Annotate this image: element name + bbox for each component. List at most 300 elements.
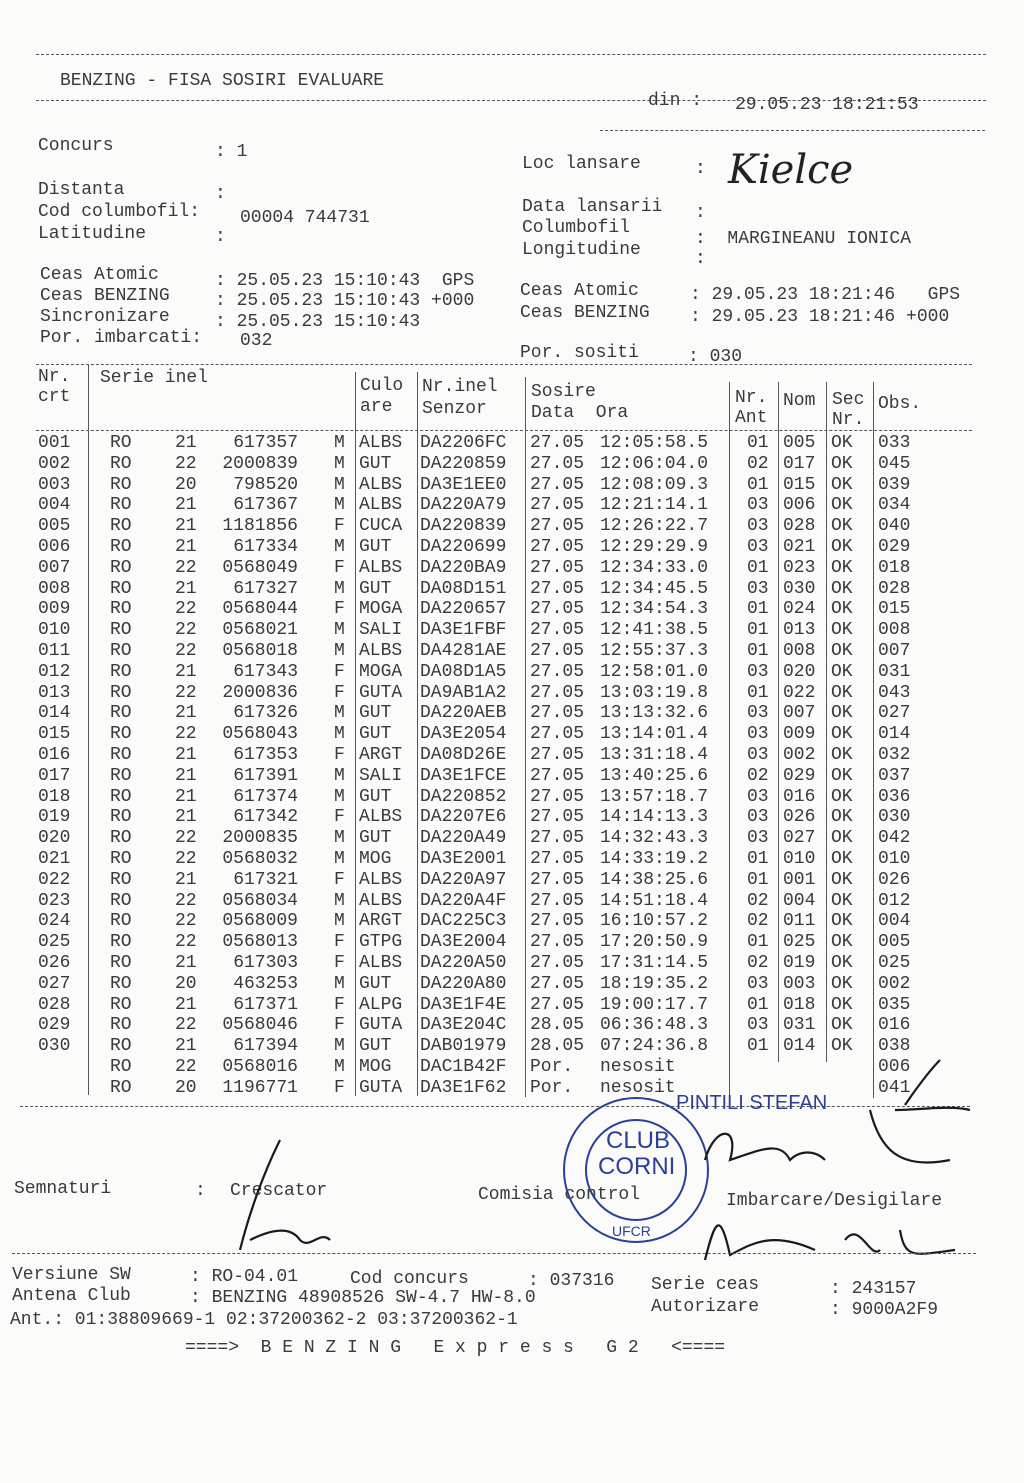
antenna-cell: 01 — [747, 599, 769, 620]
antenna-cell: 01 — [747, 869, 769, 890]
sec-nr-cell: OK — [831, 433, 853, 453]
nom-cell: 020 — [783, 661, 816, 682]
arrival-date-cell: 27.05 — [530, 724, 585, 745]
ring-number-cell: 617327 — [233, 578, 298, 599]
country-cell: RO — [110, 557, 132, 578]
header-sec-nr: Nr. — [832, 410, 865, 430]
versiune-sw-value: : RO-04.01 — [190, 1267, 299, 1287]
sensor-ring-cell: DA08D26E — [420, 745, 507, 765]
table-row — [0, 933, 1024, 954]
nom-cell: 017 — [783, 453, 816, 474]
color-cell: ARGT — [359, 911, 403, 932]
sec-nr-cell: OK — [831, 620, 853, 641]
country-cell: RO — [110, 703, 132, 724]
sex-cell: M — [334, 911, 345, 932]
ring-number-cell: 2000835 — [222, 828, 298, 849]
antenna-cell: 03 — [747, 1015, 769, 1036]
ceas-atomic-value: : 25.05.23 15:10:43 GPS — [215, 271, 475, 291]
country-cell: RO — [110, 994, 132, 1015]
color-cell: MOG — [359, 1057, 392, 1077]
nom-cell: 001 — [783, 869, 816, 890]
nom-cell: 028 — [783, 516, 816, 537]
country-cell: RO — [110, 807, 132, 828]
data-lansarii-label: Data lansarii — [522, 197, 663, 217]
year-cell: 21 — [175, 994, 197, 1015]
obs-cell: 039 — [878, 474, 911, 495]
sensor-ring-cell: DA220859 — [420, 453, 507, 474]
ring-number-cell: 617374 — [233, 786, 298, 807]
color-cell: GUT — [359, 724, 392, 745]
arrival-date-cell: 27.05 — [530, 433, 585, 453]
arrival-date-cell: 27.05 — [530, 453, 585, 474]
sec-nr-cell: OK — [831, 557, 853, 578]
sensor-ring-cell: DAB01979 — [420, 1036, 507, 1057]
color-cell: ALBS — [359, 869, 403, 890]
sex-cell: F — [334, 516, 345, 537]
arrival-time-cell: 19:00:17.7 — [600, 994, 709, 1015]
autorizare-value: : 9000A2F9 — [830, 1300, 939, 1320]
arrival-time-cell: 12:06:04.0 — [600, 453, 709, 474]
sec-nr-cell: OK — [831, 516, 853, 537]
color-cell: ALBS — [359, 890, 403, 911]
nom-cell: 021 — [783, 537, 816, 557]
year-cell: 21 — [175, 578, 197, 599]
antenna-cell: 03 — [747, 828, 769, 849]
color-cell: GUT — [359, 1036, 392, 1057]
arrival-time-cell: 12:34:54.3 — [600, 599, 709, 620]
sensor-ring-cell: DA2207E6 — [420, 807, 507, 828]
nom-cell: 002 — [783, 745, 816, 765]
sex-cell: F — [334, 932, 345, 953]
country-cell: RO — [110, 1036, 132, 1057]
ring-number-cell: 0568046 — [222, 1015, 298, 1036]
arrival-date-cell: 28.05 — [530, 1036, 585, 1057]
color-cell: GUT — [359, 537, 392, 557]
sensor-ring-cell: DA220A4F — [420, 890, 507, 911]
ring-number-cell: 0568013 — [222, 932, 298, 953]
sensor-ring-cell: DA3E204C — [420, 1015, 507, 1036]
antenna-line: Ant.: 01:38809669-1 02:37200362-2 03:37200362-1 — [10, 1310, 518, 1330]
nr-crt-cell: 006 — [38, 537, 71, 557]
por-sositi-label: Por. sositi — [520, 343, 639, 363]
sex-cell: M — [334, 765, 345, 786]
nom-cell: 008 — [783, 641, 816, 661]
color-cell: ALBS — [359, 807, 403, 828]
cod-concurs-value: : 037316 — [528, 1271, 615, 1291]
sec-nr-cell: OK — [831, 765, 853, 786]
color-cell: GUT — [359, 453, 392, 474]
nr-crt-cell: 009 — [38, 599, 71, 620]
color-cell: ALBS — [359, 495, 403, 516]
pintili-stamp-name: PINTILI STEFAN — [676, 1092, 828, 1114]
nom-cell: 024 — [783, 599, 816, 620]
country-cell: RO — [110, 973, 132, 994]
antenna-cell: 03 — [747, 745, 769, 765]
obs-cell: 015 — [878, 599, 911, 620]
arrival-date-cell: 27.05 — [530, 932, 585, 953]
table-row — [0, 600, 1024, 621]
arrival-time-cell: 12:55:37.3 — [600, 641, 709, 661]
por-imbarcati-value: 032 — [240, 331, 273, 351]
cod-columbofil-value: 00004 744731 — [240, 208, 370, 228]
nom-cell: 018 — [783, 994, 816, 1015]
ring-number-cell: 617353 — [233, 745, 298, 765]
antenna-cell: 03 — [747, 516, 769, 537]
arrival-date-cell: 27.05 — [530, 953, 585, 973]
obs-cell: 018 — [878, 557, 911, 578]
nom-cell: 015 — [783, 474, 816, 495]
sensor-ring-cell: DA3E2054 — [420, 724, 507, 745]
table-row — [0, 767, 1024, 788]
arrival-date-cell: 27.05 — [530, 786, 585, 807]
table-row — [0, 455, 1024, 476]
color-cell: ALBS — [359, 474, 403, 495]
sec-nr-cell: OK — [831, 599, 853, 620]
ring-number-cell: 0568009 — [222, 911, 298, 932]
obs-cell: 027 — [878, 703, 911, 724]
ring-number-cell: 2000836 — [222, 682, 298, 703]
sec-nr-cell: OK — [831, 703, 853, 724]
obs-cell: 045 — [878, 453, 911, 474]
nr-crt-cell: 005 — [38, 516, 71, 537]
antenna-cell: 03 — [747, 578, 769, 599]
color-cell: GUTA — [359, 682, 403, 703]
distanta-value: : — [215, 184, 226, 204]
ring-number-cell: 0568034 — [222, 890, 298, 911]
sec-nr-cell: OK — [831, 453, 853, 474]
arrival-time-cell: 13:57:18.7 — [600, 786, 709, 807]
year-cell: 21 — [175, 1036, 197, 1057]
arrival-date-cell: 27.05 — [530, 869, 585, 890]
serie-ceas-value: : 243157 — [830, 1279, 917, 1299]
obs-cell: 038 — [878, 1036, 911, 1057]
year-cell: 22 — [175, 1015, 197, 1036]
ring-number-cell: 617391 — [233, 765, 298, 786]
sex-cell: F — [334, 1077, 345, 1098]
sec-nr-cell: OK — [831, 828, 853, 849]
columbofil-value: : MARGINEANU IONICA — [695, 229, 912, 249]
ceas-benzing-arrival-label: Ceas BENZING — [520, 303, 650, 323]
sex-cell: M — [334, 849, 345, 869]
country-cell: RO — [110, 765, 132, 786]
nom-cell: 009 — [783, 724, 816, 745]
concurs-value: : 1 — [215, 142, 248, 162]
antenna-cell: 02 — [747, 890, 769, 911]
semnaturi-label: Semnaturi — [14, 1179, 112, 1199]
arrival-date-cell: 27.05 — [530, 495, 585, 516]
ring-number-cell: 1196771 — [222, 1077, 298, 1098]
arrival-time-cell: 12:29:29.9 — [600, 537, 709, 557]
table-row — [0, 892, 1024, 913]
sensor-ring-cell: DA08D151 — [420, 578, 507, 599]
ring-number-cell: 617321 — [233, 869, 298, 890]
arrival-date-cell: 27.05 — [530, 911, 585, 932]
table-row — [0, 559, 1024, 580]
arrival-time-cell: 14:38:25.6 — [600, 869, 709, 890]
sec-nr-cell: OK — [831, 807, 853, 828]
table-row — [0, 1079, 1024, 1100]
ceas-benzing-value: : 25.05.23 15:10:43 +000 — [215, 291, 475, 311]
ring-number-cell: 0568049 — [222, 557, 298, 578]
sec-nr-cell: OK — [831, 932, 853, 953]
table-row — [0, 580, 1024, 601]
table-row — [0, 434, 1024, 455]
nr-crt-cell: 022 — [38, 869, 71, 890]
sex-cell: F — [334, 1015, 345, 1036]
nr-crt-cell: 016 — [38, 745, 71, 765]
divider — [36, 54, 986, 55]
ring-number-cell: 1181856 — [222, 516, 298, 537]
arrival-date-cell: 27.05 — [530, 828, 585, 849]
arrival-time-cell: 13:40:25.6 — [600, 765, 709, 786]
obs-cell: 042 — [878, 828, 911, 849]
obs-cell: 033 — [878, 433, 911, 453]
year-cell: 20 — [175, 474, 197, 495]
nom-cell: 030 — [783, 578, 816, 599]
concurs-label: Concurs — [38, 136, 114, 156]
year-cell: 22 — [175, 453, 197, 474]
nr-crt-cell: 024 — [38, 911, 71, 932]
sec-nr-cell: OK — [831, 953, 853, 973]
header-serie-inel: Serie inel — [100, 368, 209, 388]
antenna-cell: 03 — [747, 661, 769, 682]
sex-cell: M — [334, 641, 345, 661]
ring-number-cell: 0568018 — [222, 641, 298, 661]
sensor-ring-cell: DA3E1FCE — [420, 765, 507, 786]
antenna-cell: 03 — [747, 786, 769, 807]
ring-number-cell: 617343 — [233, 661, 298, 682]
country-cell: RO — [110, 578, 132, 599]
obs-cell: 029 — [878, 537, 911, 557]
arrival-date-cell: 27.05 — [530, 807, 585, 828]
nom-cell: 023 — [783, 557, 816, 578]
table-row — [0, 538, 1024, 559]
obs-cell: 002 — [878, 973, 911, 994]
country-cell: RO — [110, 745, 132, 765]
sensor-ring-cell: DA3E2001 — [420, 849, 507, 869]
header-sec: Sec — [832, 390, 865, 410]
sensor-ring-cell: DA220657 — [420, 599, 507, 620]
year-cell: 22 — [175, 599, 197, 620]
sex-cell: M — [334, 578, 345, 599]
country-cell: RO — [110, 869, 132, 890]
arrival-date-cell: 27.05 — [530, 703, 585, 724]
sensor-ring-cell: DAC225C3 — [420, 911, 507, 932]
sex-cell: M — [334, 495, 345, 516]
sensor-ring-cell: DA220A80 — [420, 973, 507, 994]
obs-cell: 030 — [878, 807, 911, 828]
ring-number-cell: 617303 — [233, 953, 298, 973]
antenna-cell: 01 — [747, 932, 769, 953]
country-cell: RO — [110, 953, 132, 973]
nr-crt-cell: 017 — [38, 765, 71, 786]
table-row — [0, 954, 1024, 975]
arrival-date-cell: 28.05 — [530, 1015, 585, 1036]
color-cell: GUT — [359, 786, 392, 807]
arrival-date-cell: Por. — [530, 1057, 574, 1077]
ring-number-cell: 0568021 — [222, 620, 298, 641]
sec-nr-cell: OK — [831, 1015, 853, 1036]
arrival-date-cell: 27.05 — [530, 641, 585, 661]
antenna-cell: 03 — [747, 807, 769, 828]
table-row — [0, 517, 1024, 538]
year-cell: 22 — [175, 911, 197, 932]
nom-cell: 013 — [783, 620, 816, 641]
arrival-date-cell: 27.05 — [530, 578, 585, 599]
ring-number-cell: 463253 — [233, 973, 298, 994]
table-row — [0, 850, 1024, 871]
sec-nr-cell: OK — [831, 474, 853, 495]
arrival-time-cell: 14:14:13.3 — [600, 807, 709, 828]
arrival-time-cell: nesosit — [600, 1077, 676, 1098]
document-title: BENZING - FISA SOSIRI EVALUARE — [60, 71, 385, 91]
color-cell: SALI — [359, 620, 403, 641]
year-cell: 21 — [175, 953, 197, 973]
sex-cell: F — [334, 953, 345, 973]
sex-cell: M — [334, 620, 345, 641]
por-imbarcati-label: Por. imbarcati: — [40, 328, 203, 348]
country-cell: RO — [110, 1077, 132, 1098]
arrival-date-cell: 27.05 — [530, 661, 585, 682]
antenna-cell: 02 — [747, 765, 769, 786]
nom-cell: 003 — [783, 973, 816, 994]
header-crt: crt — [38, 387, 71, 407]
nr-crt-cell: 008 — [38, 578, 71, 599]
ring-number-cell: 2000839 — [222, 453, 298, 474]
nom-cell: 016 — [783, 786, 816, 807]
sensor-ring-cell: DA3E2004 — [420, 932, 507, 953]
sensor-ring-cell: DA220A79 — [420, 495, 507, 516]
nr-crt-cell: 029 — [38, 1015, 71, 1036]
country-cell: RO — [110, 661, 132, 682]
header-obs: Obs. — [878, 394, 922, 414]
distanta-label: Distanta — [38, 180, 125, 200]
obs-cell: 004 — [878, 911, 911, 932]
stamp-club-text: CLUB — [606, 1127, 671, 1154]
sex-cell: M — [334, 537, 345, 557]
color-cell: CUCA — [359, 516, 403, 537]
country-cell: RO — [110, 495, 132, 516]
nr-crt-cell: 001 — [38, 433, 71, 453]
arrival-time-cell: 17:31:14.5 — [600, 953, 709, 973]
sex-cell: M — [334, 474, 345, 495]
header-nr-inel: Nr.inel — [422, 377, 498, 397]
table-row — [0, 1037, 1024, 1058]
sensor-ring-cell: DA220AEB — [420, 703, 507, 724]
year-cell: 21 — [175, 516, 197, 537]
nr-crt-cell: 026 — [38, 953, 71, 973]
nr-crt-cell: 012 — [38, 661, 71, 682]
arrival-time-cell: 12:21:14.1 — [600, 495, 709, 516]
sec-nr-cell: OK — [831, 641, 853, 661]
ring-number-cell: 617357 — [233, 433, 298, 453]
obs-cell: 040 — [878, 516, 911, 537]
divider — [12, 1253, 976, 1254]
antenna-cell: 01 — [747, 1036, 769, 1057]
stamp-ufcr-text: UFCR — [612, 1223, 651, 1239]
sex-cell: F — [334, 994, 345, 1015]
country-cell: RO — [110, 911, 132, 932]
year-cell: 20 — [175, 973, 197, 994]
year-cell: 21 — [175, 869, 197, 890]
sensor-ring-cell: DA3E1F4E — [420, 994, 507, 1015]
arrival-time-cell: 16:10:57.2 — [600, 911, 709, 932]
nr-crt-cell: 014 — [38, 703, 71, 724]
antena-club-label: Antena Club — [12, 1286, 131, 1306]
serie-ceas-label: Serie ceas — [651, 1275, 760, 1295]
divider — [36, 430, 972, 431]
year-cell: 22 — [175, 828, 197, 849]
ring-number-cell: 0568044 — [222, 599, 298, 620]
color-cell: GUTA — [359, 1077, 403, 1098]
stamp-corni-text: CORNI — [598, 1153, 676, 1180]
arrival-date-cell: 27.05 — [530, 890, 585, 911]
year-cell: 21 — [175, 807, 197, 828]
sex-cell: M — [334, 433, 345, 453]
sincronizare-value: : 25.05.23 15:10:43 — [215, 312, 421, 332]
loc-lansare-colon: : — [695, 159, 706, 179]
ring-number-cell: 798520 — [233, 474, 298, 495]
country-cell: RO — [110, 620, 132, 641]
header-ant: Nr. — [735, 388, 768, 408]
sex-cell: M — [334, 1057, 345, 1077]
color-cell: GUT — [359, 973, 392, 994]
din-label: din : — [648, 91, 703, 111]
obs-cell: 032 — [878, 745, 911, 765]
arrival-date-cell: Por. — [530, 1077, 574, 1098]
arrival-date-cell: 27.05 — [530, 745, 585, 765]
year-cell: 22 — [175, 724, 197, 745]
obs-cell: 041 — [878, 1077, 911, 1098]
table-row — [0, 808, 1024, 829]
arrival-time-cell: 12:26:22.7 — [600, 516, 709, 537]
sex-cell: F — [334, 682, 345, 703]
nr-crt-cell: 023 — [38, 890, 71, 911]
year-cell: 21 — [175, 433, 197, 453]
columbofil-label: Columbofil — [522, 218, 631, 238]
nr-crt-cell: 011 — [38, 641, 71, 661]
sec-nr-cell: OK — [831, 745, 853, 765]
autorizare-label: Autorizare — [651, 1297, 760, 1317]
antenna-cell: 01 — [747, 994, 769, 1015]
arrival-time-cell: 14:33:19.2 — [600, 849, 709, 869]
country-cell: RO — [110, 682, 132, 703]
country-cell: RO — [110, 1015, 132, 1036]
year-cell: 20 — [175, 1077, 197, 1098]
arrival-date-cell: 27.05 — [530, 849, 585, 869]
ring-number-cell: 617367 — [233, 495, 298, 516]
ring-number-cell: 0568016 — [222, 1057, 298, 1077]
sec-nr-cell: OK — [831, 911, 853, 932]
divider — [36, 364, 972, 365]
year-cell: 22 — [175, 849, 197, 869]
ring-number-cell: 617334 — [233, 537, 298, 557]
table-row — [0, 642, 1024, 663]
nr-crt-cell: 025 — [38, 932, 71, 953]
arrival-time-cell: 14:51:18.4 — [600, 890, 709, 911]
sec-nr-cell: OK — [831, 849, 853, 869]
arrival-time-cell: 13:03:19.8 — [600, 682, 709, 703]
sex-cell: F — [334, 807, 345, 828]
antenna-cell: 02 — [747, 953, 769, 973]
arrival-date-cell: 27.05 — [530, 474, 585, 495]
obs-cell: 006 — [878, 1057, 911, 1077]
ceas-atomic-label: Ceas Atomic — [40, 265, 159, 285]
sec-nr-cell: OK — [831, 682, 853, 703]
latitudine-label: Latitudine — [38, 224, 147, 244]
nr-crt-cell: 020 — [38, 828, 71, 849]
nom-cell: 010 — [783, 849, 816, 869]
